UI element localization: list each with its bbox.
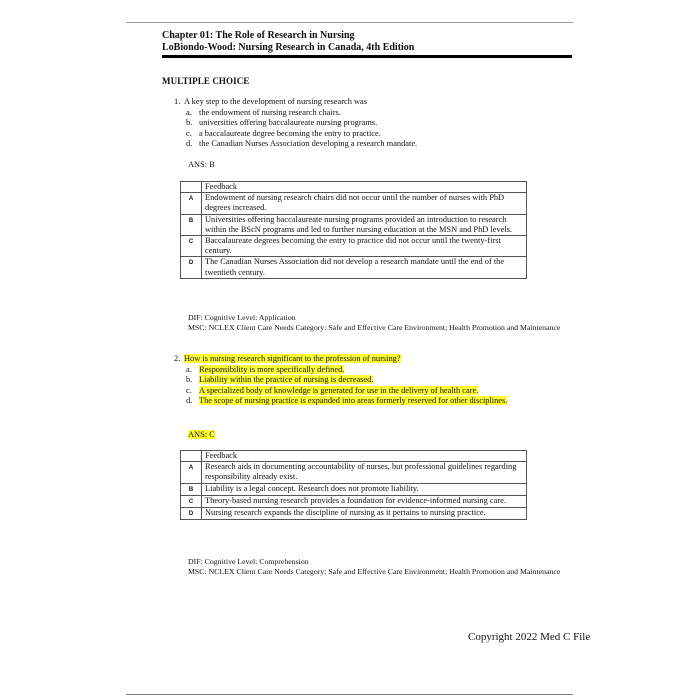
option-letter: b.	[186, 375, 193, 384]
question-stem	[174, 354, 554, 365]
option-text: the endowment of nursing research chairs.	[199, 107, 341, 117]
feedback-header: Feedback	[202, 182, 527, 193]
feedback-row	[181, 508, 527, 520]
chapter-header	[162, 30, 572, 58]
feedback-text: Endowment of nursing research chairs did not occur until the number of nurses with PhD degrees increased.	[202, 193, 527, 214]
header-rule	[162, 55, 572, 58]
question-text: A key step to the development of nursing research was	[184, 97, 368, 106]
option-b	[174, 375, 554, 386]
feedback-letter: B	[181, 214, 202, 235]
question-stem	[174, 97, 554, 108]
feedback-header: Feedback	[202, 451, 527, 462]
option-d	[174, 396, 539, 407]
question-meta-1	[188, 313, 568, 332]
option-letter: c.	[186, 385, 192, 395]
answer-key-1: ANS: B	[188, 160, 215, 169]
option-text: a baccalaureate degree becoming the entry to practice.	[199, 128, 381, 138]
feedback-text: The Canadian Nurses Association did not develop a research mandate until the end of the twentieth century.	[202, 257, 527, 278]
feedback-letter: A	[181, 462, 202, 483]
option-letter: d.	[186, 396, 193, 405]
feedback-row	[181, 214, 527, 235]
top-divider	[126, 22, 573, 23]
feedback-row	[181, 257, 527, 278]
option-text: A specialized body of knowledge is generated for use in the delivery of health care.	[199, 385, 479, 395]
feedback-letter: A	[181, 193, 202, 214]
option-text: The scope of nursing practice is expanded into areas formerly reserved for other disciplines.	[199, 396, 508, 405]
feedback-text: Baccalaureate degrees becoming the entry to practice did not occur until the twenty-first century.	[202, 236, 527, 257]
feedback-header-row	[181, 451, 527, 462]
feedback-row	[181, 193, 527, 214]
option-d	[174, 139, 554, 150]
option-text: Liability within the practice of nursing is decreased.	[199, 375, 374, 384]
option-letter: b.	[186, 118, 193, 127]
question-number: 1.	[174, 97, 181, 106]
option-a	[174, 108, 554, 119]
option-text: universities offering baccalaureate nursing programs.	[199, 118, 378, 127]
msc-category: MSC: NCLEX Client Care Needs Category: Safe and Effective Care Environment; Health Promotion and Maintenance	[188, 322, 561, 332]
book-title: LoBiondo-Wood: Nursing Research in Canada, 4th Edition	[162, 42, 415, 53]
feedback-header-row	[181, 182, 527, 193]
feedback-text: Universities offering baccalaureate nursing programs provided an introduction to research within the BScN programs and led to further nursing education at the MSN and PhD levels.	[202, 214, 527, 235]
option-a	[174, 365, 554, 376]
question-text: How is nursing research significant to the profession of nursing?	[184, 354, 401, 363]
feedback-letter: D	[181, 508, 202, 520]
feedback-letter: C	[181, 495, 202, 507]
option-letter: c.	[186, 128, 192, 138]
feedback-row	[181, 462, 527, 483]
option-letter: d.	[186, 139, 193, 148]
question-meta-2	[188, 557, 568, 576]
msc-category: MSC: NCLEX Client Care Needs Category: Safe and Effective Care Environment; Health Promotion and Maintenance	[188, 566, 561, 576]
bottom-divider	[126, 694, 573, 695]
feedback-text: Research aids in documenting accountability of nurses, but professional guidelines regarding responsibility already exist.	[202, 462, 527, 483]
answer-options	[174, 108, 554, 150]
option-c	[174, 386, 554, 397]
option-text: Responsibility is more specifically defined.	[199, 364, 345, 374]
answer-options	[174, 365, 554, 407]
feedback-row	[181, 236, 527, 257]
difficulty-level: DIF: Cognitive Level: Comprehension	[188, 557, 309, 566]
question-number: 2.	[174, 354, 181, 363]
option-text: the Canadian Nurses Association developing a research mandate.	[199, 139, 418, 148]
question-2	[174, 354, 554, 407]
copyright-notice: Copyright 2022 Med C File	[468, 631, 591, 643]
feedback-text: Theory-based nursing research provides a foundation for evidence-informed nursing care.	[202, 495, 527, 507]
option-c	[174, 129, 554, 140]
feedback-text: Nursing research expands the discipline of nursing as it pertains to nursing practice.	[202, 508, 527, 520]
option-letter: a.	[186, 107, 192, 117]
question-1	[174, 97, 554, 150]
feedback-letter: C	[181, 236, 202, 257]
feedback-text: Liability is a legal concept. Research does not promote liability.	[202, 483, 527, 495]
feedback-letter: B	[181, 483, 202, 495]
answer-key-2	[188, 430, 215, 440]
chapter-title: Chapter 01: The Role of Research in Nursing	[162, 30, 355, 41]
difficulty-level: DIF: Cognitive Level: Application	[188, 313, 296, 322]
feedback-letter: D	[181, 257, 202, 278]
feedback-row	[181, 495, 527, 507]
section-title: MULTIPLE CHOICE	[162, 76, 250, 86]
answer-text: ANS: C	[188, 430, 215, 439]
option-letter: a.	[186, 364, 192, 374]
feedback-row	[181, 483, 527, 495]
feedback-table-1	[180, 181, 527, 279]
feedback-table-2	[180, 450, 527, 520]
option-b	[174, 118, 554, 129]
